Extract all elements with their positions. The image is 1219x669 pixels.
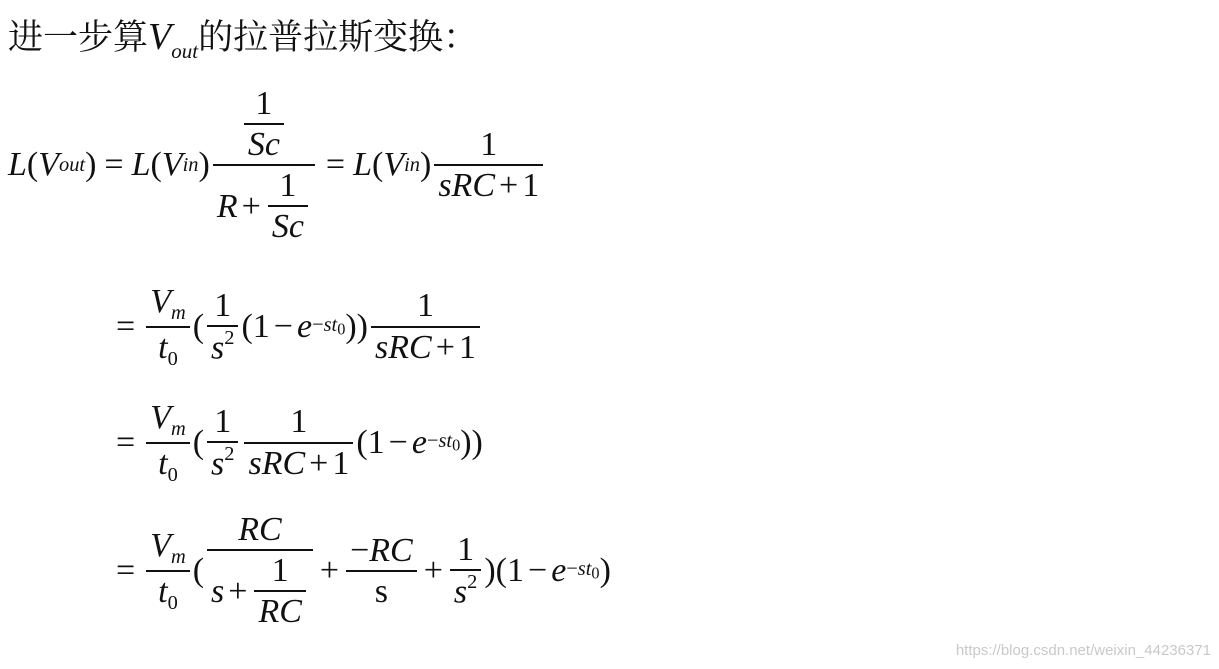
- heading: [8, 14, 478, 74]
- heading-prefix: 进一步算: [8, 18, 149, 58]
- heading-variable: V: [148, 16, 172, 58]
- transfer-fraction: $\frac{1}{Sc}$ R + $\frac{1}{Sc}$: [213, 84, 315, 246]
- equation-3: = $\frac{V_m}{t_0}$ ( $\frac{1}{s^2}$ $\frac{1}{\text{sRC + 1}}$ (1 − e −st0 )): [116, 399, 483, 486]
- equation-4: = $\frac{V_m}{t_0}$ ( RC s + $\frac{1}{RC}$ + $\frac{-RC}{s}$ + $\frac{1}{s^2}$ )(1 − e −st0 ): [116, 511, 611, 631]
- heading-variable-subscript: out: [171, 39, 199, 63]
- heading-suffix: 的拉普拉斯变换：: [198, 18, 479, 58]
- equation-2: = $\frac{V_m}{t_0}$ ( $\frac{1}{s^2}$ (1 − e −st0 )) $\frac{1}{\text{sRC + 1}}$: [116, 282, 483, 371]
- equation-1: L ( V out ) = L ( V in ) $\frac{1}{Sc}$ R + $\frac{1}{Sc}$ = L ( V in ) $\frac{1}{\text{sRC + 1}}$: [8, 84, 546, 246]
- watermark: https://blog.csdn.net/weixin_44236371: [955, 642, 1211, 659]
